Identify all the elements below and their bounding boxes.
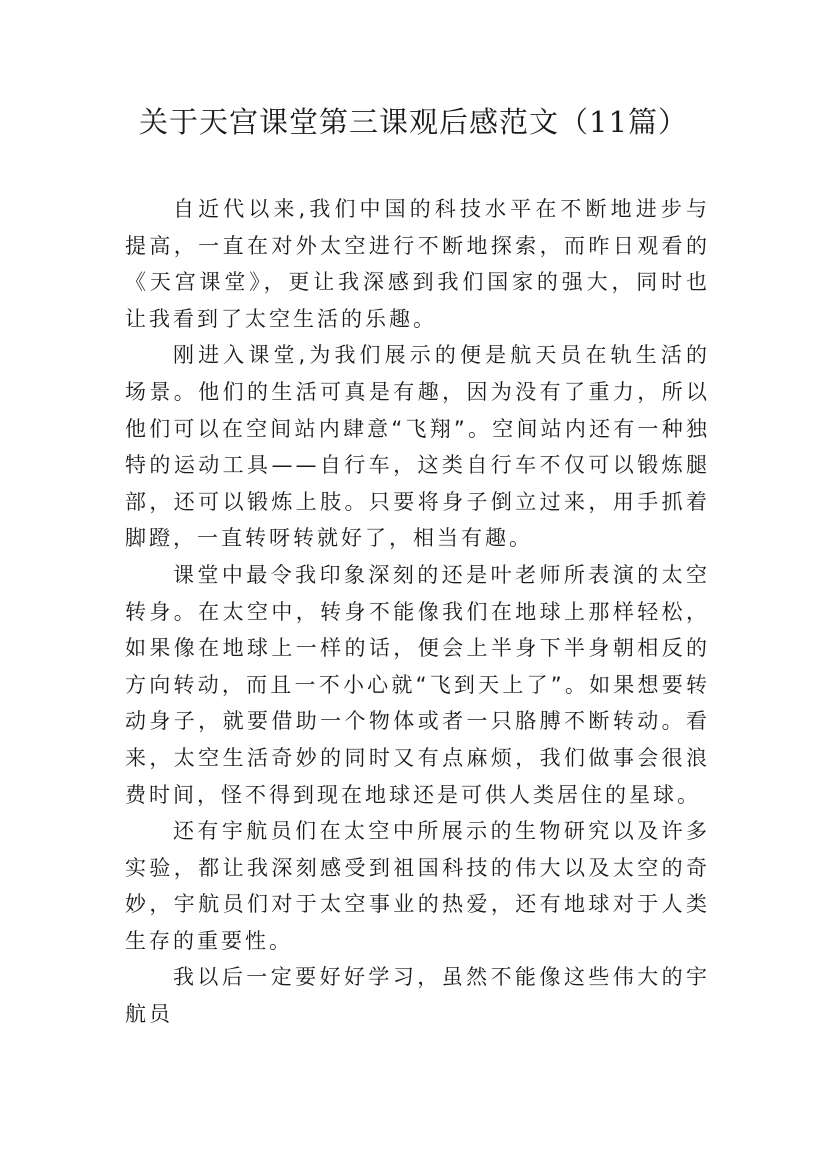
- document-title: 关于天宫课堂第三课观后感范文（11篇）: [139, 105, 688, 139]
- paragraph-2: 刚进入课堂,为我们展示的便是航天员在轨生活的场景。他们的生活可真是有趣，因为没有了重力，所以他们可以在空间站内肆意“飞翔”。空间站内还有一种独特的运动工具——自行车，这类自行车不仅可以锻炼腿部，还可以锻炼上肢。只要将身子倒立过来，用手抓着脚蹬，一直转呀转就好了，相当有趣。: [125, 343, 710, 551]
- paragraph-5: 我以后一定要好好学习，虽然不能像这些伟大的宇航员: [125, 965, 710, 1027]
- document-body: [125, 191, 710, 1033]
- paragraph-4: 还有宇航员们在太空中所展示的生物研究以及许多实验，都让我深刻感受到祖国科技的伟大以及太空的奇妙，宇航员们对于太空事业的热爱，还有地球对于人类生存的重要性。: [125, 819, 710, 953]
- paragraph-1: 自近代以来,我们中国的科技水平在不断地进步与提高，一直在对外太空进行不断地探索，而昨日观看的《天宫课堂》，更让我深感到我们国家的强大，同时也让我看到了太空生活的乐趣。: [125, 197, 710, 331]
- paragraph-3: 课堂中最令我印象深刻的还是叶老师所表演的太空转身。在太空中，转身不能像我们在地球上那样轻松，如果像在地球上一样的话，便会上半身下半身朝相反的方向转动，而且一不小心就“飞到天上了”。如果想要转动身子，就要借助一个物体或者一只胳膊不断转动。看来，太空生活奇妙的同时又有点麻烦，我们做事会很浪费时间，怪不得到现在地球还是可供人类居住的星球。: [125, 562, 710, 807]
